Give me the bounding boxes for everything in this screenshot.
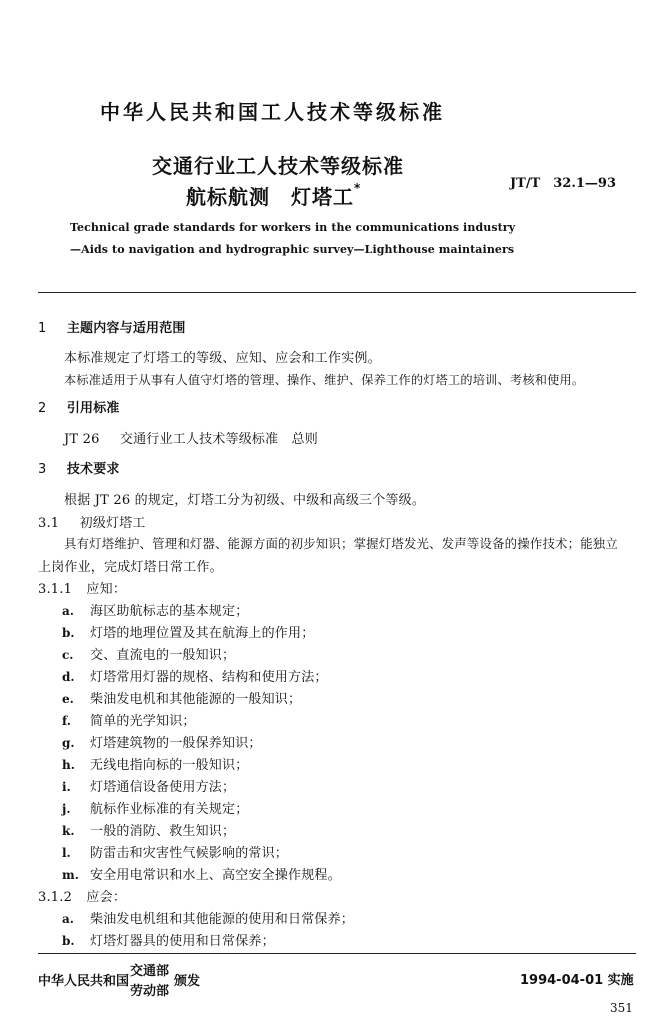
know-item-text: 柴油发电机和其他能源的一般知识； — [90, 692, 302, 707]
section-3-paragraph: 根据 JT 26 的规定，灯塔工分为初级、中级和高级三个等级。 — [64, 493, 426, 508]
know-item-text: 航标作业标准的有关规定； — [90, 802, 249, 817]
know-item-letter: a. — [62, 604, 74, 618]
know-item — [62, 622, 314, 641]
know-item — [62, 732, 262, 751]
header-divider — [38, 292, 636, 293]
can-item-letter: b. — [62, 934, 75, 948]
subsection-3-1-1-title: 应知： — [86, 582, 127, 597]
know-item — [62, 842, 288, 861]
know-item — [62, 864, 341, 883]
know-item — [62, 666, 328, 685]
know-item-letter: e. — [62, 692, 74, 706]
know-item — [62, 600, 248, 619]
can-item — [62, 930, 275, 949]
issuer-ministry-labour: 劳动部 — [130, 984, 170, 999]
subsection-3-1-2-title: 应会： — [86, 890, 127, 905]
know-item-letter: h. — [62, 758, 75, 772]
know-item-letter: c. — [62, 648, 74, 662]
know-item — [62, 776, 235, 795]
know-item-text: 灯塔建筑物的一般保养知识； — [90, 736, 262, 751]
title-line2-text: 航标航测 灯塔工 — [186, 185, 354, 209]
footer-divider — [38, 953, 636, 954]
referenced-standard — [64, 428, 318, 447]
document-title-line1: 交通行业工人技术等级标准 — [152, 154, 404, 178]
subsection-3-1-paragraph-line2: 上岗作业，完成灯塔日常工作。 — [38, 560, 223, 575]
can-item — [62, 908, 354, 927]
subsection-3-1-1-number: 3.1.1 — [38, 582, 73, 597]
subsection-3-1-title: 初级灯塔工 — [79, 516, 146, 531]
section-1-paragraph-1: 本标准规定了灯塔工的等级、应知、应会和工作实例。 — [64, 351, 381, 366]
effective-date: 1994-04-01 实施 — [520, 973, 634, 988]
subsection-3-1-paragraph-line1: 具有灯塔维护、管理和灯器、能源方面的初步知识；掌握灯塔发光、发声等设备的操作技术；能独立 — [64, 536, 618, 551]
issuer-suffix: 颁发 — [174, 974, 201, 989]
section-3-title: 技术要求 — [66, 462, 120, 477]
know-item-text: 灯塔常用灯器的规格、结构和使用方法； — [90, 670, 328, 685]
can-item-text: 柴油发电机组和其他能源的使用和日常保养； — [90, 912, 355, 927]
section-2-heading — [38, 397, 120, 416]
section-2-number: 2 — [38, 401, 47, 416]
reference-code: JT 26 — [64, 432, 100, 447]
subsection-3-1-2-number: 3.1.2 — [38, 890, 73, 905]
subsection-3-1-1-heading — [38, 578, 126, 597]
know-item — [62, 710, 196, 729]
know-item-text: 无线电指向标的一般知识； — [90, 758, 249, 773]
know-item-text: 防雷击和灾害性气候影响的常识； — [90, 846, 289, 861]
title-footnote-mark: * — [354, 181, 362, 195]
know-item-letter: j. — [62, 802, 71, 816]
section-1-paragraph-2: 本标准适用于从事有人值守灯塔的管理、操作、维护、保养工作的灯塔工的培训、考核和使用。 — [64, 373, 585, 387]
know-item — [62, 688, 301, 707]
know-item — [62, 820, 235, 839]
document-title-line2 — [186, 181, 361, 210]
know-item — [62, 644, 235, 663]
can-item-text: 灯塔灯器具的使用和日常保养； — [90, 934, 275, 949]
know-item-text: 交、直流电的一般知识； — [90, 648, 236, 663]
know-item-text: 简单的光学知识； — [90, 714, 196, 729]
section-1-heading — [38, 317, 186, 336]
subsection-3-1-2-heading — [38, 886, 126, 905]
know-item-letter: k. — [62, 824, 75, 838]
standard-code: JT/T 32.1—93 — [510, 176, 616, 191]
issuer-prefix: 中华人民共和国 — [38, 974, 130, 989]
know-item-text: 一般的消防、救生知识； — [90, 824, 236, 839]
know-item-letter: i. — [62, 780, 71, 794]
section-1-number: 1 — [38, 321, 47, 336]
section-3-number: 3 — [38, 462, 47, 477]
can-item-letter: a. — [62, 912, 74, 926]
english-title-line1: Technical grade standards for workers in the communications industry — [70, 221, 516, 234]
know-item-letter: m. — [62, 868, 79, 882]
know-item — [62, 798, 248, 817]
know-item-letter: b. — [62, 626, 75, 640]
know-item-text: 灯塔通信设备使用方法； — [90, 780, 236, 795]
section-2-title: 引用标准 — [66, 401, 120, 416]
know-item-letter: g. — [62, 736, 75, 750]
issuer-ministry-transport: 交通部 — [130, 964, 170, 979]
reference-title: 交通行业工人技术等级标准 总则 — [119, 432, 318, 447]
know-item-letter: f. — [62, 714, 71, 728]
subsection-3-1-number: 3.1 — [38, 516, 60, 531]
know-item — [62, 754, 248, 773]
know-item-text: 海区助航标志的基本规定； — [90, 604, 249, 619]
section-1-title: 主题内容与适用范围 — [66, 321, 186, 336]
page-number: 351 — [610, 1001, 633, 1015]
section-3-heading — [38, 458, 120, 477]
national-standard-heading: 中华人民共和国工人技术等级标准 — [100, 100, 445, 124]
know-item-text: 安全用电常识和水上、高空安全操作规程。 — [90, 868, 341, 883]
know-item-text: 灯塔的地理位置及其在航海上的作用； — [90, 626, 315, 641]
know-item-letter: d. — [62, 670, 75, 684]
subsection-3-1-heading — [38, 512, 146, 531]
english-title-line2: —Aids to navigation and hydrographic survey—Lighthouse maintainers — [70, 243, 515, 256]
know-item-letter: l. — [62, 846, 71, 860]
